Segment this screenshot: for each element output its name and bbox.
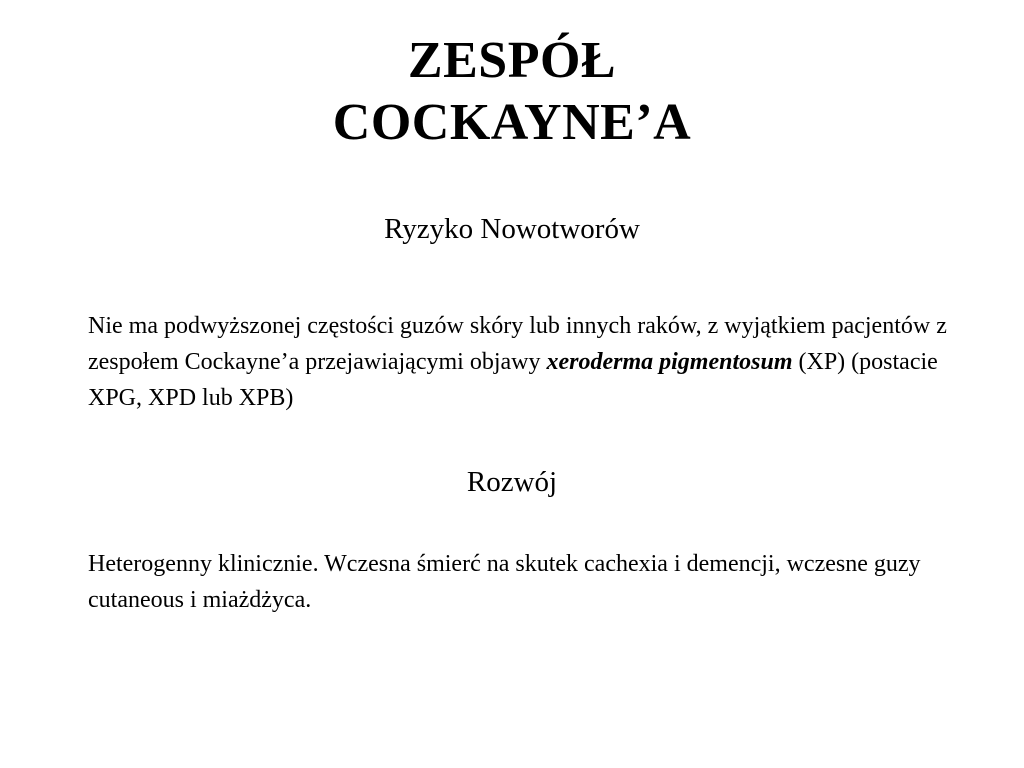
cancer-risk-text-end: (XP) (postacie XPG, XPD lub XPB) [88, 349, 938, 411]
section-text-development: Heterogenny klinicznie. Wczesna śmierć na skutek cachexia i demencji, wczesne guzy cutaneous i miażdżyca. [88, 551, 921, 613]
section-heading-development: Rozwój [466, 466, 558, 498]
section-text-cancer-risk [88, 308, 948, 416]
slide-title [0, 30, 1024, 154]
cancer-risk-text-start: Nie ma podwyższonej częstości guzów skóry lub innych raków, z wyjątkiem pacjentów z zespołem Cockayne’a przejawiającymi objawy [88, 313, 947, 375]
section-heading-cancer-risk: Ryzyko Nowotworów [384, 213, 640, 245]
title-line-1: ZESPÓŁ [407, 32, 617, 89]
title-line-2: COCKAYNE’A [332, 94, 692, 151]
xeroderma-term: xeroderma pigmentosum [546, 349, 793, 375]
